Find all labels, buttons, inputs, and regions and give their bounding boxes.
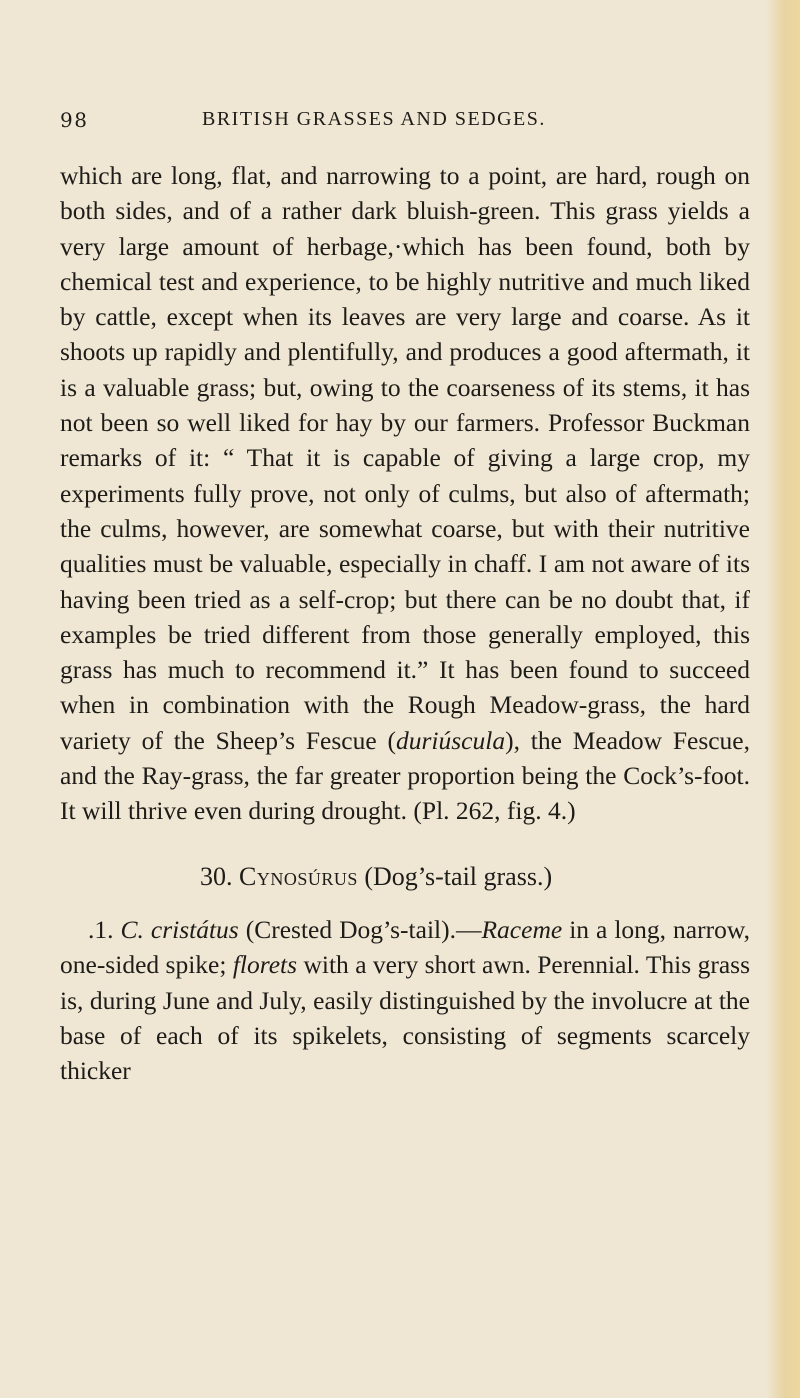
running-header — [60, 108, 750, 140]
paragraph-text: which are long, flat, and narrowing to a point, are hard, rough on both sides, and of a rather dark bluish-green. This grass yields a very large amount of herbage,·which has been found, both by chemical test and experience, to be highly nutritive and much liked by cattle, except when its leaves are very large and coarse. As it shoots up rapidly and plentifully, and produces a good aftermath, it is a valuable grass; but, owing to the coarseness of its stems, it has not been so well liked for hay by our farmers. Professor Buckman remarks of it: “ That it is capable of giving a large crop, my experiments fully prove, not only of culms, but also of aftermath; the culms, however, are somewhat coarse, but with their nutritive qualities must be valuable, especially in chaff. I am not aware of its having been tried as a self-crop; but there can be no doubt that, if examples be tried different from those generally employed, this grass has much to recommend it.” It has been found to succeed when in combination with the Rough Meadow-grass, the hard variety of the Sheep’s Fescue ( — [60, 161, 750, 755]
section-heading — [200, 862, 750, 892]
entry-number: .1. — [88, 915, 114, 944]
label-raceme: Raceme — [481, 915, 563, 944]
page-number: 98 — [60, 108, 89, 132]
species-common-name: (Crested Dog’s-tail).— — [245, 915, 482, 944]
label-florets: florets — [232, 950, 298, 980]
species-name: C. cristátus — [120, 915, 239, 944]
entry-paragraph — [60, 912, 750, 1088]
entry-text-2: with a very short awn. Perennial. This grass is, during June and July, easily distinguished by the involucre at the base of each of its spikelets, consisting of segments scarcely thicker — [60, 950, 750, 1086]
page-edge-shadow — [766, 0, 800, 1398]
section-genus: Cynosúrus — [239, 862, 358, 891]
section-number: 30. — [200, 862, 233, 891]
running-title: BRITISH GRASSES AND SEDGES. — [202, 108, 546, 130]
body-text — [60, 158, 750, 829]
species-entry — [60, 912, 750, 1088]
italic-term: duriúscula — [395, 725, 506, 755]
paragraph — [60, 158, 750, 829]
entry-text-1: in a long, narrow, one-sided spike; — [60, 915, 750, 980]
paragraph-text-end: ), the Meadow Fescue, and the Ray-grass, the far greater proportion being the Cock’s-foot. It will thrive even during drought. (Pl. 262, fig. 4.) — [60, 725, 750, 826]
section-common-name: (Dog’s-tail grass.) — [364, 862, 553, 891]
